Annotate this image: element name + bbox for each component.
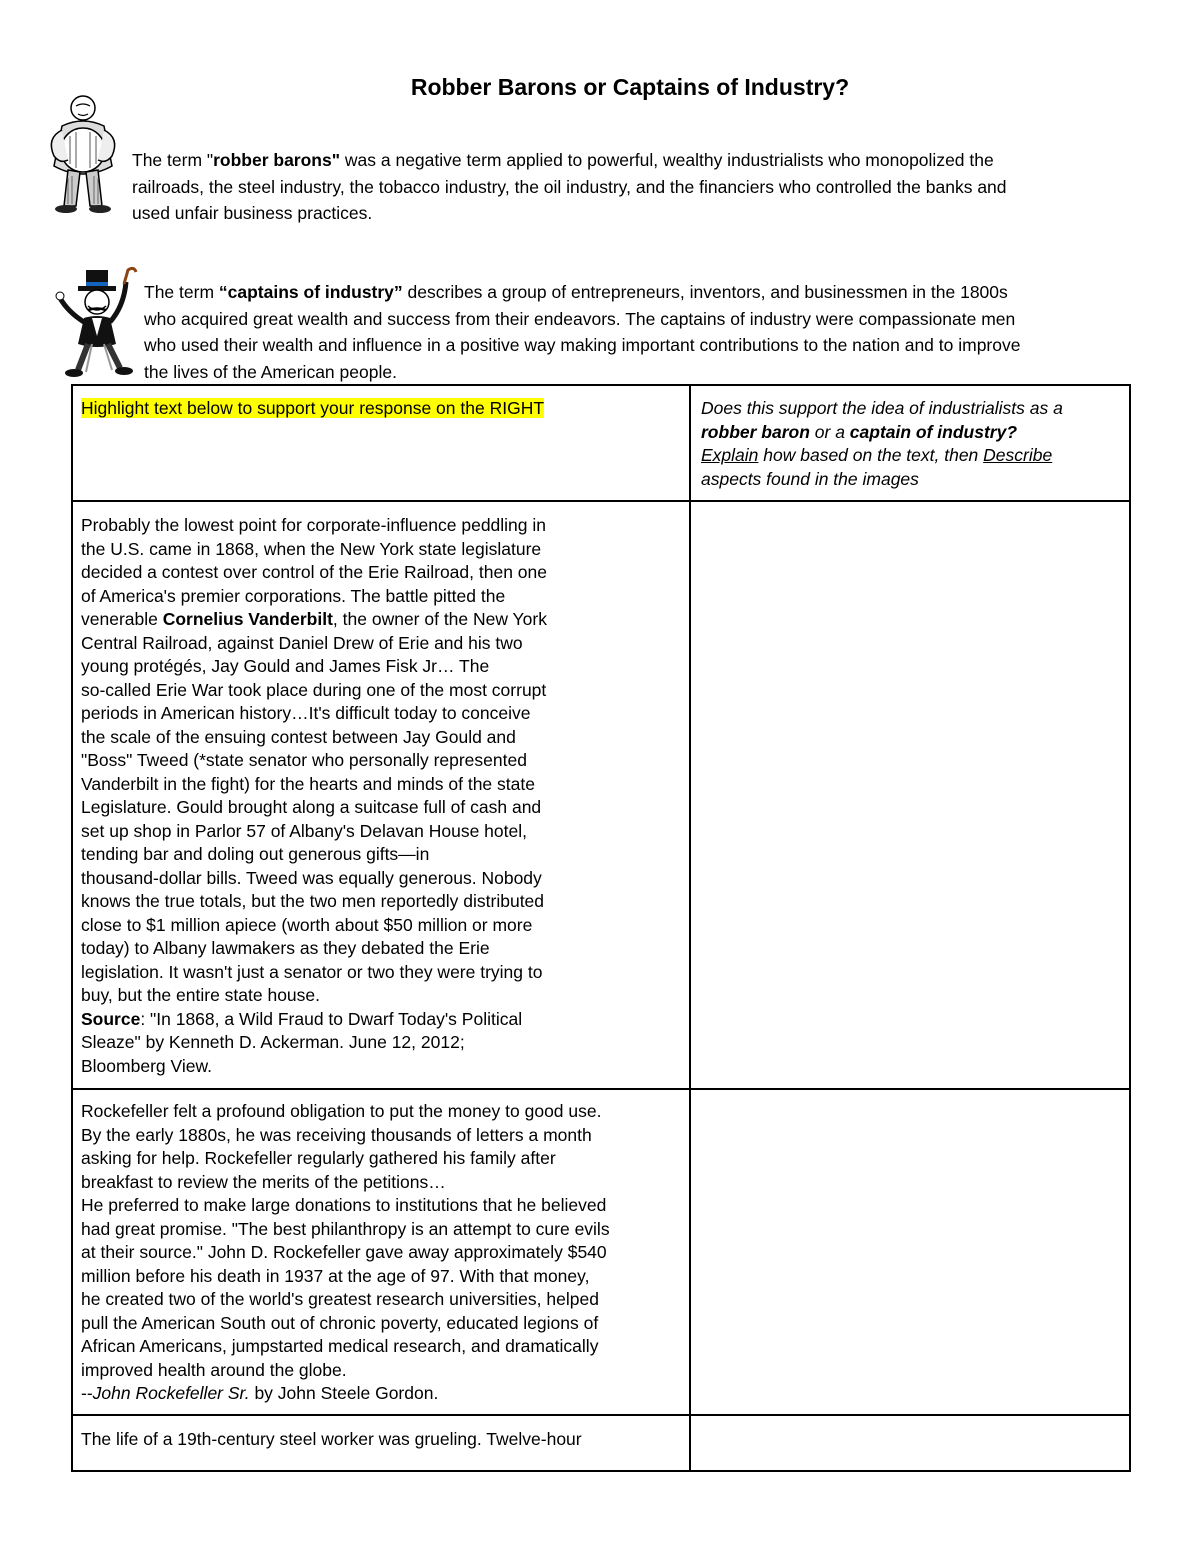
passage-line: Probably the lowest point for corporate-influence peddling in: [81, 515, 547, 535]
header-question-cell: [690, 385, 1130, 501]
source-label: Source: [81, 1008, 141, 1029]
intro2-line3: who used their wealth and influence in a positive way making important contributions to the nation and to improve: [144, 335, 1021, 355]
passage-line: breakfast to review the merits of the petitions…: [81, 1171, 446, 1192]
explain-label: Explain: [701, 445, 759, 465]
vanderbilt-name: Cornelius Vanderbilt: [162, 609, 333, 629]
passage-line: pull the American South out of chronic poverty, educated legions of: [81, 1312, 599, 1333]
passage-text: venerable: [81, 609, 163, 629]
passage-line: "Boss" Tweed (*state senator who personally represented: [81, 750, 527, 770]
passage-line: the scale of the ensuing contest between Jay Gould and: [81, 726, 516, 747]
worksheet-table: [71, 384, 1131, 1472]
highlight-instructions: Highlight text below to support your response on the RIGHT: [81, 398, 545, 418]
source-line: Sleaze" by Kenneth D. Ackerman. June 12, 2012;: [81, 1032, 465, 1052]
source-text: : "In 1868, a Wild Fraud to Dwarf Today's Political: [140, 1008, 523, 1029]
passage-line: periods in American history…It's difficult today to conceive: [81, 703, 531, 723]
intro2-line2: who acquired great wealth and success from their endeavors. The captains of industry were compassionate men: [144, 308, 1016, 329]
source-title: John Rockefeller Sr.: [92, 1383, 250, 1403]
intro2-line4: the lives of the American people.: [144, 361, 397, 382]
passage-line: he created two of the world's greatest research universities, helped: [81, 1289, 599, 1309]
captains-definition: [144, 279, 1020, 385]
passage-line: Central Railroad, against Daniel Drew of Erie and his two: [81, 632, 523, 653]
question-line4: aspects found in the images: [701, 468, 919, 489]
response-cell-1[interactable]: [690, 501, 1130, 1089]
passage-line: million before his death in 1937 at the age of 97. With that money,: [81, 1265, 590, 1286]
passage-line: decided a contest over control of the Erie Railroad, then one: [81, 562, 547, 582]
intro1-pre: The term ": [132, 150, 214, 170]
passage-line: He preferred to make large donations to institutions that he believed: [81, 1195, 607, 1215]
intro1-line2: railroads, the steel industry, the tobacco industry, the oil industry, and the financiers who controlled the banks and: [132, 176, 1007, 197]
passage-line: set up shop in Parlor 57 of Albany's Delavan House hotel,: [81, 820, 527, 841]
passage-line: African Americans, jumpstarted medical research, and dramatically: [81, 1336, 599, 1356]
passage-line: so-called Erie War took place during one of the most corrupt: [81, 679, 547, 700]
question-mid: how based on the text, then: [758, 445, 984, 465]
passage-text: , the owner of the New York: [332, 609, 547, 629]
passage-line: By the early 1880s, he was receiving thousands of letters a month: [81, 1124, 592, 1145]
response-cell-2[interactable]: [690, 1089, 1130, 1415]
monopoly-man-cartoon: [50, 264, 150, 380]
steel-worker-passage[interactable]: [72, 1415, 690, 1471]
describe-label: Describe: [983, 445, 1053, 465]
question-line1: Does this support the idea of industrialists as a: [701, 398, 1063, 418]
passage-line: today) to Albany lawmakers as they debated the Erie: [81, 938, 490, 958]
passage-line: legislation. It wasn't just a senator or two they were trying to: [81, 961, 543, 982]
source-line: Bloomberg View.: [81, 1055, 213, 1076]
erie-war-passage[interactable]: [72, 501, 690, 1089]
passage-line: improved health around the globe.: [81, 1359, 347, 1380]
table-row: [72, 501, 1130, 1089]
passage-line: had great promise. "The best philanthropy is an attempt to cure evils: [81, 1218, 610, 1239]
passage-line: knows the true totals, but the two men reportedly distributed: [81, 891, 545, 911]
passage-line: of America's premier corporations. The battle pitted the: [81, 585, 506, 606]
passage-line: The life of a 19th-century steel worker was grueling. Twelve-hour: [81, 1428, 582, 1449]
passage-line: Rockefeller felt a profound obligation to put the money to good use.: [81, 1101, 602, 1121]
intro1-line3: used unfair business practices.: [132, 203, 373, 223]
page-title: Robber Barons or Captains of Industry?: [410, 74, 850, 100]
intro1-post: was a negative term applied to powerful, wealthy industrialists who monopolized the: [340, 150, 994, 170]
passage-line: the U.S. came in 1868, when the New York state legislature: [81, 538, 542, 559]
rockefeller-passage[interactable]: [72, 1089, 690, 1415]
robber-baron-cartoon: [40, 94, 126, 216]
table-row: [72, 1415, 1130, 1471]
intro2-term: “captains of industry”: [218, 282, 403, 302]
header-instructions-cell: [72, 385, 690, 501]
intro2-pre: The term: [144, 282, 219, 302]
passage-line: close to $1 million apiece (worth about $50 million or more: [81, 914, 533, 935]
source-author: by John Steele Gordon.: [249, 1383, 439, 1403]
passage-line: asking for help. Rockefeller regularly gathered his family after: [81, 1148, 556, 1168]
passage-line: Vanderbilt in the fight) for the hearts and minds of the state: [81, 773, 535, 794]
table-header-row: [72, 385, 1130, 501]
intro1-term: robber barons": [213, 150, 341, 170]
robber-baron-label: robber baron: [701, 421, 810, 442]
intro2-post: describes a group of entrepreneurs, inventors, and businessmen in the 1800s: [402, 282, 1008, 302]
robber-barons-definition: [132, 147, 1007, 227]
table-row: [72, 1089, 1130, 1415]
passage-line: buy, but the entire state house.: [81, 985, 321, 1005]
passage-line: tending bar and doling out generous gifts—in: [81, 844, 430, 864]
captain-label: captain of industry?: [849, 421, 1018, 442]
question-or: or a: [809, 421, 850, 442]
source-dash: --: [81, 1383, 93, 1403]
response-cell-3[interactable]: [690, 1415, 1130, 1471]
passage-line: at their source." John D. Rockefeller gave away approximately $540: [81, 1242, 607, 1262]
passage-line: young protégés, Jay Gould and James Fisk Jr… The: [81, 656, 490, 676]
passage-line: thousand-dollar bills. Tweed was equally generous. Nobody: [81, 867, 542, 888]
passage-line: Legislature. Gould brought along a suitcase full of cash and: [81, 797, 542, 817]
